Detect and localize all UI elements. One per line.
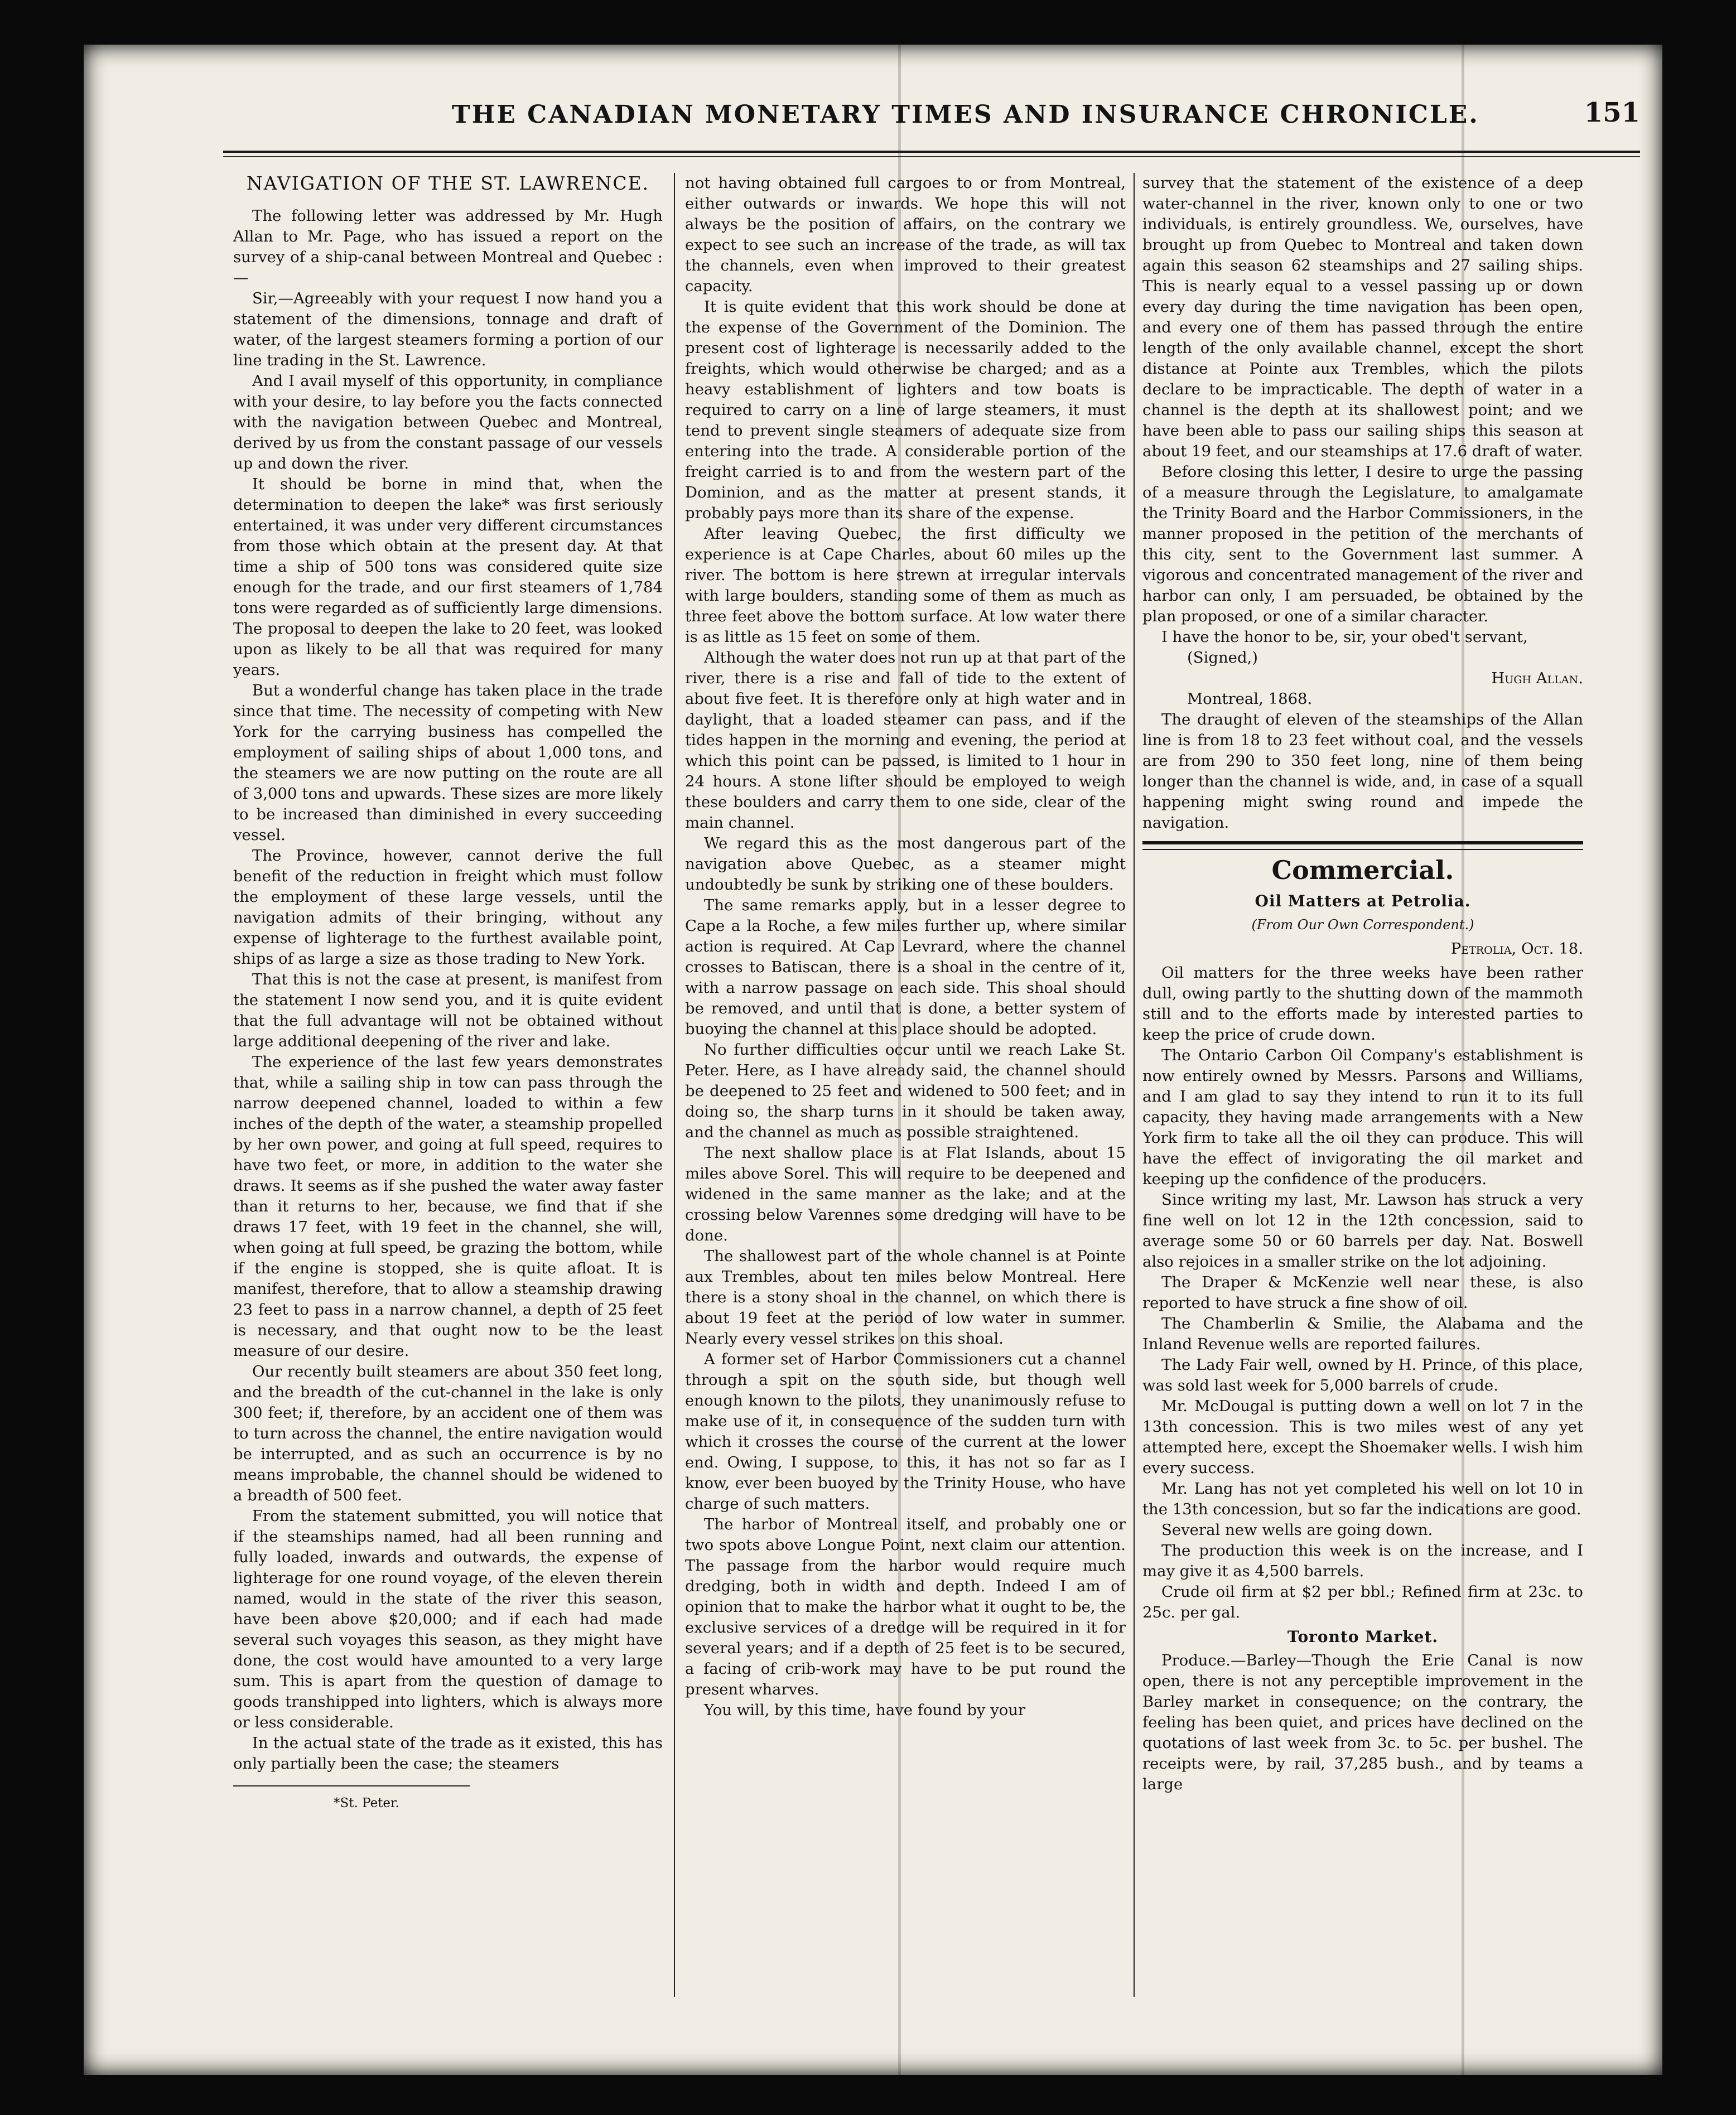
section-rule xyxy=(1142,841,1583,844)
paragraph: not having obtained full cargoes to or from Montreal, either outwards or inwards. We hope this will not always be the position of affairs, on the contrary we expect to see such an increase of the trade, as will tax the channels, even when improved to their greatest capacity. xyxy=(685,174,1126,295)
footnote: *St. Peter. xyxy=(334,1796,399,1810)
oil-matters-heading: Oil Matters at Petrolia. xyxy=(1255,892,1471,910)
footnote-rule xyxy=(233,1785,470,1786)
paragraph: Crude oil firm at $2 per bbl.; Refined firm at 23c. to 25c. per gal. xyxy=(1142,1583,1583,1621)
column-divider xyxy=(674,173,675,1997)
paragraph: In the actual state of the trade as it existed, this has only partially been the case; the steamers xyxy=(233,1734,663,1773)
paragraph: You will, by this time, have found by your xyxy=(704,1701,1026,1719)
paragraph: But a wonderful change has taken place in the trade since that time. The necessity of competing with New York for the carrying business has compelled the employment of sailing ships of about 1,000 tons, and the steamers we are now putting on the route are all of 3,000 tons and upwards. These sizes are more likely to be increased than diminished in every succeeding vessel. xyxy=(233,682,663,844)
paragraph: Produce.—Barley—Though the Erie Canal is now open, there is not any perceptible improvement in the Barley market in consequence; on the contrary, the feeling has been quiet, and prices have declined on the quotations of last week from 3c. to 5c. per bushel. The receipts were, by rail, 37,285 bush., and by teams a large xyxy=(1142,1652,1583,1793)
paragraph: The experience of the last few years demonstrates that, while a sailing ship in tow can pass through the narrow deepened channel, loaded to within a few inches of the depth of the water, a steamship propelled by her own power, and going at full speed, requires to have two feet, or more, in addition to the water she draws. It seems as if she pushed the water away faster than it returns to her, because, we find that if she draws 17 feet, with 19 feet in the channel, she will, when going at full speed, be grazing the bottom, while if the engine is stopped, she is quite afloat. It is manifest, therefore, that to allow a steamship drawing 23 feet to pass in a narrow channel, a depth of 25 feet is necessary, and that ought now to be the least measure of our desire. xyxy=(233,1053,663,1360)
paragraph: The next shallow place is at Flat Islands, about 15 miles above Sorel. This will require to be deepened and widened in the same manner as the lake; and at the crossing below Varennes some dredging will have to be done. xyxy=(685,1144,1126,1244)
signed-note: (Signed,) xyxy=(1187,649,1258,667)
column-2 xyxy=(685,173,1126,2041)
paragraph: No further difficulties occur until we reach Lake St. Peter. Here, as I have already said, the channel should be deepened to 25 feet and widened to 500 feet; and in doing so, the sharp turns in it should be taken away, and the channel as much as possible straightened. xyxy=(685,1041,1126,1141)
toronto-market-heading: Toronto Market. xyxy=(1287,1628,1439,1646)
column-1 xyxy=(233,173,663,2041)
paragraph: Before closing this letter, I desire to urge the passing of a measure through the Legislature, to amalgamate the Trinity Board and the Harbor Commissioners, in the manner proposed in the petition of the merchants of this city, sent to the Government last summer. A vigorous and concentrated management of the river and harbor can only, I am persuaded, be obtained by the plan proposed, or one of a similar character. xyxy=(1142,463,1583,625)
column-divider xyxy=(1134,173,1135,1997)
header-rule-thin xyxy=(223,156,1640,157)
paragraph: That this is not the case at present, is manifest from the statement I now send you, and it is quite evident that the full advantage will not be obtained without large additional deepening of the river and lake. xyxy=(233,970,663,1050)
paragraph: The Ontario Carbon Oil Company's establishment is now entirely owned by Messrs. Parsons and Williams, and I am glad to say they intend to run it to its full capacity, they having made arrangements with a New York firm to take all the oil they can produce. This will have the effect of invigorating the oil market and keeping up the confidence of the producers. xyxy=(1142,1046,1583,1188)
paragraph: A former set of Harbor Commissioners cut a channel through a spit on the south side, but though well enough known to the pilots, they unanimously refuse to make use of it, in consequence of the sudden turn with which it crosses the course of the current at the lower end. Owing, I suppose, to this, it has not so far as I know, ever been buoyed by the Trinity House, who have charge of such matters. xyxy=(685,1350,1126,1513)
paragraph: It is quite evident that this work should be done at the expense of the Government of the Dominion. The present cost of lighterage is necessarily added to the freights, which would otherwise be charged; and as a heavy establishment of lighters and tow boats is required to carry on a line of large steamers, it must tend to prevent single steamers of adequate size from entering into the trade. A considerable portion of the freight carried is to and from the western part of the Dominion, and as the matter at present stands, it probably pays more than its share of the expense. xyxy=(685,298,1126,522)
running-title: THE CANADIAN MONETARY TIMES AND INSURANCE CHRONICLE. xyxy=(452,100,1479,129)
paragraph: After leaving Quebec, the first difficulty we experience is at Cape Charles, about 60 miles up the river. The bottom is here strewn at irregular intervals with large boulders, standing some of them as much as three feet above the bottom surface. At low water there is as little as 15 feet on some of them. xyxy=(685,525,1126,646)
paragraph: We regard this as the most dangerous part of the navigation above Quebec, as a steamer might undoubtedly be sunk by striking one of these boulders. xyxy=(685,834,1126,894)
paragraph: Since writing my last, Mr. Lawson has struck a very fine well on lot 12 in the 12th concession, said to average some 50 or 60 barrels per day. Nat. Boswell also rejoices in a smaller strike on the lot adjoining. xyxy=(1142,1191,1583,1271)
header-rule xyxy=(223,151,1640,153)
letter-closing: I have the honor to be, sir, your obed't servant, xyxy=(1161,628,1528,646)
paragraph: The shallowest part of the whole channel is at Pointe aux Trembles, about ten miles below Montreal. Here there is a stony shoal in the channel, on which there is about 19 feet at the period of low water in summer. Nearly every vessel strikes on this shoal. xyxy=(685,1247,1126,1348)
article-headline: NAVIGATION OF THE ST. LAWRENCE. xyxy=(246,173,650,194)
paragraph: Sir,—Agreeably with your request I now hand you a statement of the dimensions, tonnage and draft of water, of the largest steamers forming a portion of our line trading in the St. Lawrence. xyxy=(233,289,663,369)
paragraph: And I avail myself of this opportunity, in compliance with your desire, to lay before you the facts connected with the navigation between Quebec and Montreal, derived by us from the constant passage of our vessels up and down the river. xyxy=(233,372,663,472)
section-rule-thin xyxy=(1142,849,1583,850)
paragraph: Although the water does not run up at that part of the river, there is a rise and fall of tide to the extent of about five feet. It is therefore only at high water and in daylight, that a loaded steamer can pass, and if the tides happen in the morning and evening, the period at which this point can be passed, is limited to 1 hour in 24 hours. A stone lifter should be employed to weigh these boulders and carry them to one side, clear of the main channel. xyxy=(685,649,1126,832)
draught-note: The draught of eleven of the steamships of the Allan line is from 18 to 23 feet without coal, and the vessels are from 290 to 350 feet long, nine of them being longer than the channel is wide, and, in case of a squall happening might swing round and impede the navigation. xyxy=(1142,711,1583,832)
commercial-heading: Commercial. xyxy=(1271,855,1454,885)
place-date: Montreal, 1868. xyxy=(1187,690,1313,708)
paragraph: survey that the statement of the existence of a deep water-channel in the river, known only to one or two individuals, is entirely groundless. We, ourselves, have brought up from Quebec to Montreal and taken down again this season 62 steamships and 27 sailing ships. This is nearly equal to a vessel passing up or down every day during the time navigation has been open, and every one of them has passed through the entire length of the only available channel, except the short distance at Pointe aux Trembles, which the pilots declare to be impracticable. The depth of water in a channel is the depth at its shallowest point; and we have been able to pass our sailing ships this season at about 19 feet, and our steamships at 17.6 draft of water. xyxy=(1142,174,1583,460)
paragraph: Our recently built steamers are about 350 feet long, and the breadth of the cut-channel in the lake is only 300 feet; if, therefore, by an accident one of them was to turn across the channel, the entire navigation would be interrupted, and as such an occurrence is by no means improbable, the channel should be widened to a breadth of 500 feet. xyxy=(233,1363,663,1504)
paragraph: The harbor of Montreal itself, and probably one or two spots above Longue Point, next claim our attention. The passage from the harbor would require much dredging, both in width and depth. Indeed I am of opinion that to make the harbor what it ought to be, the exclusive services of a dredge will be required in it for several years; and if a depth of 25 feet is to be secured, a facing of crib-work may have to be put round the present wharves. xyxy=(685,1515,1126,1698)
paragraph: The same remarks apply, but in a lesser degree to Cape a la Roche, a few miles further up, where similar action is required. At Cap Levrard, where the channel crosses to Batiscan, there is a shoal in the centre of it, with a narrow passage on each side. This shoal should be removed, and until that is done, a better system of buoying the channel at this place should be adopted. xyxy=(685,896,1126,1038)
column-3 xyxy=(1142,173,1583,2041)
page-number: 151 xyxy=(1584,97,1640,128)
paragraph: From the statement submitted, you will notice that if the steamships named, had all been running and fully loaded, inwards and outwards, the expense of lighterage for one round voyage, of the eleven therein named, would in the state of the river this season, have been above $20,000; and if each had made several such voyages this season, as they might have done, the cost would have amounted to a very large sum. This is apart from the question of damage to goods transhipped into lighters, which is always more or less considerable. xyxy=(233,1507,663,1731)
paragraph: The production this week is on the increase, and I may give it as 4,500 barrels. xyxy=(1142,1542,1583,1580)
dateline: Petrolia, Oct. 18. xyxy=(1450,940,1583,958)
paragraph: Oil matters for the three weeks have been rather dull, owing partly to the shutting down of the mammoth still and to the efforts made by interested parties to keep the price of crude down. xyxy=(1142,964,1583,1044)
paragraph: The Chamberlin & Smilie, the Alabama and the Inland Revenue wells are reported failures. xyxy=(1142,1315,1583,1353)
paragraph: Mr. McDougal is putting down a well on lot 7 in the 13th concession. This is two miles west of any yet attempted here, except the Shoemaker wells. I wish him every success. xyxy=(1142,1397,1583,1477)
page-header xyxy=(84,97,1662,145)
signature: Hugh Allan. xyxy=(1491,669,1583,687)
paragraph: The following letter was addressed by Mr. Hugh Allan to Mr. Page, who has issued a report on the survey of a ship-canal between Montreal and Quebec :— xyxy=(233,207,663,287)
paragraph: Mr. Lang has not yet completed his well on lot 10 in the 13th concession, but so far the indications are good. xyxy=(1142,1480,1583,1518)
newspaper-page xyxy=(84,45,1662,2075)
paragraph: The Draper & McKenzie well near these, is also reported to have struck a fine show of oil. xyxy=(1142,1273,1583,1312)
correspondent-byline: (From Our Own Correspondent.) xyxy=(1251,917,1474,933)
paragraph: Several new wells are going down. xyxy=(1161,1521,1433,1539)
paragraph: It should be borne in mind that, when the determination to deepen the lake* was first seriously entertained, it was under very different circumstances from those which obtain at the present day. At that time a ship of 500 tons was considered quite size enough for the trade, and our first steamers of 1,784 tons were regarded as of sufficiently large dimensions. The proposal to deepen the lake to 20 feet, was looked upon as likely to be all that was required for many years. xyxy=(233,475,663,679)
paragraph: The Lady Fair well, owned by H. Prince, of this place, was sold last week for 5,000 barrels of crude. xyxy=(1142,1356,1583,1394)
col1-body xyxy=(233,206,663,1774)
paragraph: The Province, however, cannot derive the full benefit of the reduction in freight which must follow the employment of these large vessels, until the navigation admits of their bringing, without any expense of lighterage to the furthest available point, ships of as large a size as those trading to New York. xyxy=(233,847,663,968)
